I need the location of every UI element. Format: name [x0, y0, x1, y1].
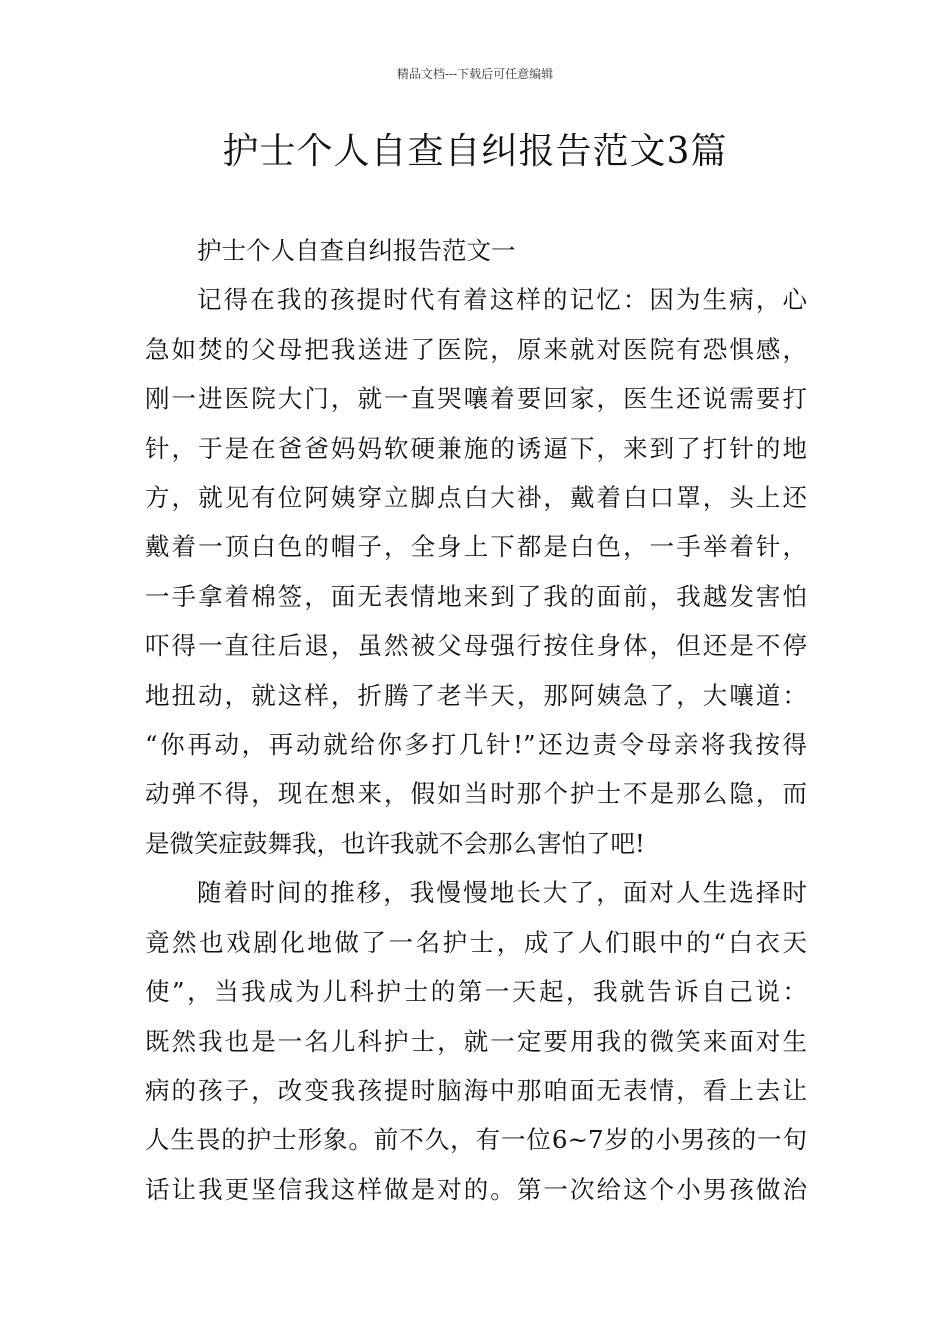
- document-body: [145, 226, 807, 1214]
- paragraph-line: 记得在我的孩提时代有着这样的记忆：因为生病，心: [197, 285, 807, 315]
- paragraph-line: 竟然也戏剧化地做了一名护士，成了人们眼中的“白衣天: [145, 927, 807, 957]
- paragraph-line: 随着时间的推移，我慢慢地长大了，面对人生选择时: [197, 878, 807, 908]
- paragraph-line: 一手拿着棉签，面无表情地来到了我的面前，我越发害怕: [145, 581, 807, 611]
- paragraph-line: 方，就见有位阿姨穿立脚点白大褂，戴着白口罩，头上还: [145, 483, 807, 513]
- paragraph-line: 病的孩子，改变我孩提时脑海中那咱面无表情，看上去让: [145, 1075, 807, 1105]
- paragraph-line: 使”，当我成为儿科护士的第一天起，我就告诉自己说：: [145, 977, 807, 1007]
- paragraph-line: 是微笑症鼓舞我，也许我就不会那么害怕了吧!: [145, 828, 645, 858]
- paragraph-line: 针，于是在爸爸妈妈软硬兼施的诱逼下，来到了打针的地: [145, 433, 807, 463]
- header-note: 精品文档---下载后可任意编辑: [396, 67, 554, 81]
- paragraph-line: 刚一进医院大门，就一直哭嚷着要回家，医生还说需要打: [145, 384, 807, 414]
- paragraph-line: 人生畏的护士形象。前不久，有一位6~7岁的小男孩的一句: [145, 1125, 807, 1155]
- paragraph-line: 戴着一顶白色的帽子，全身上下都是白色，一手举着针，: [145, 532, 807, 562]
- paragraph-line: 吓得一直往后退，虽然被父母强行按住身体，但还是不停: [145, 631, 807, 661]
- paragraph-line: 急如焚的父母把我送进了医院，原来就对医院有恐惧感，: [145, 334, 807, 364]
- paragraph-line: 既然我也是一名儿科护士，就一定要用我的微笑来面对生: [145, 1026, 807, 1056]
- paragraph-line: 动弹不得，现在想来，假如当时那个护士不是那么隐，而: [145, 779, 807, 809]
- section-heading: 护士个人自查自纠报告范文一: [197, 236, 516, 265]
- paragraph-line: 话让我更坚信我这样做是对的。第一次给这个小男孩做治: [145, 1174, 807, 1204]
- document-title: 护士个人自查自纠报告范文3篇: [222, 131, 728, 172]
- paragraph-line: 地扭动，就这样，折腾了老半天，那阿姨急了，大嚷道：: [145, 680, 807, 710]
- paragraph-line: “你再动，再动就给你多打几针!”还边责令母亲将我按得: [145, 730, 807, 760]
